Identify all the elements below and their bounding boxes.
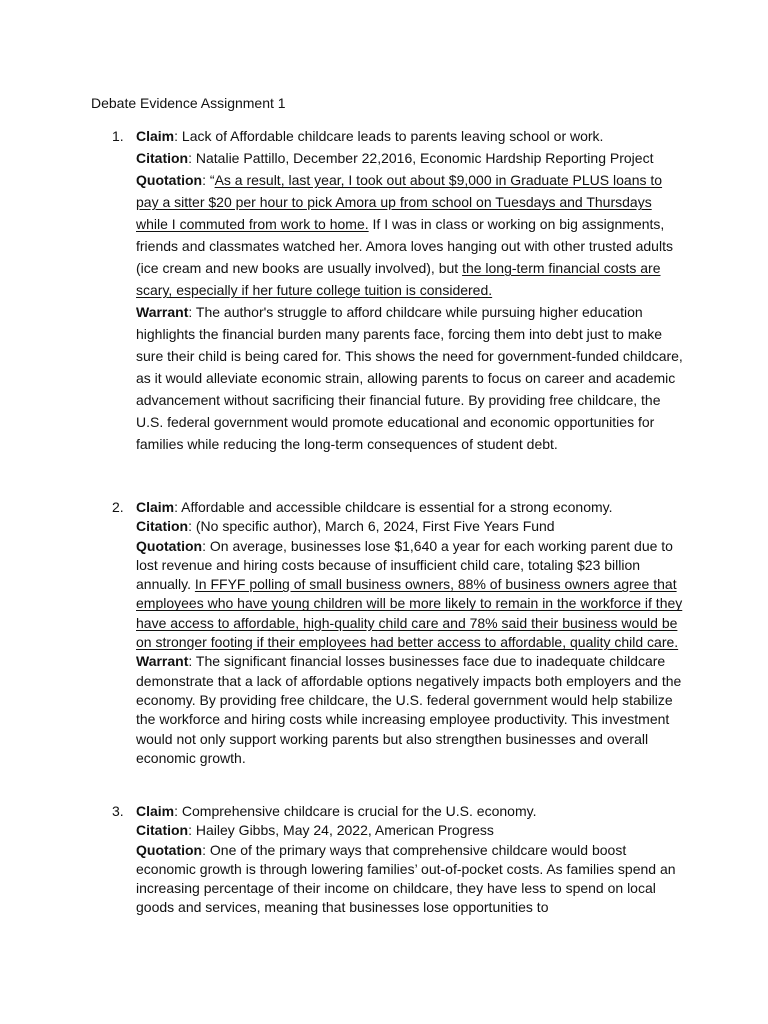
document-title: Debate Evidence Assignment 1 xyxy=(91,95,286,111)
warrant-text: : The significant financial losses businesses face due to inadequate childcare demonstrate that a lack of affordable options negatively impacts both employers and the economy. By providing free childcare, the U.S. federal government would help stabilize the workforce and hiring costs while increasing employee productivity. This investment would not only support working parents but also strengthen businesses and overall economic growth. xyxy=(136,653,682,766)
evidence-item-3 xyxy=(112,802,684,918)
quotation-text: One of the primary ways that comprehensive childcare would boost economic growth is through lowering families’ out-of-pocket costs. As families spend an increasing percentage of their income on childcare, they have less to spend on local goods and services, meaning that businesses lose opportunities to xyxy=(136,841,676,916)
quotation-underlined-text: In FFYF polling of small business owners, 88% of business owners agree that employees who have young children will be more likely to remain in the workforce if they have access to affordable, high-quality child care and 78% said their business would be on stronger footing if their employees had better access to affordable, quality child care. xyxy=(136,576,683,651)
quotation-underlined-text: the long-term financial costs are scary, especially if her future college tuition is considered. xyxy=(136,260,661,298)
quotation-label: Quotation xyxy=(136,172,203,188)
citation-label: Citation xyxy=(136,518,189,535)
item-number: 3. xyxy=(112,803,124,819)
quotation-prefix: : “ xyxy=(202,172,215,188)
quotation-line xyxy=(136,841,684,918)
citation-label: Citation xyxy=(136,150,189,166)
quotation-prefix: : xyxy=(202,841,210,858)
claim-text: : Affordable and accessible childcare is essential for a strong economy. xyxy=(174,499,613,515)
evidence-item-2 xyxy=(112,498,684,768)
citation-label: Citation xyxy=(136,822,189,839)
quotation-underlined-text: As a result, last year, I took out about $9,000 in Graduate PLUS loans to pay a sitter $20 per hour to pick Amora up from school on Tuesdays and Thursdays while I commuted from work to home. xyxy=(136,172,663,232)
claim-line xyxy=(136,802,684,821)
warrant-label: Warrant xyxy=(136,304,189,320)
warrant-label: Warrant xyxy=(136,653,189,670)
citation-line xyxy=(136,517,684,536)
claim-label: Claim xyxy=(136,803,175,819)
citation-text: : Natalie Pattillo, December 22,2016, Economic Hardship Reporting Project xyxy=(188,150,654,166)
item-number: 1. xyxy=(112,128,124,144)
warrant-text: : The author's struggle to afford childcare while pursuing higher education highlights the financial burden many parents face, forcing them into debt just to make sure their child is being cared for. This shows the need for government-funded childcare, as it would alleviate economic strain, allowing parents to focus on career and academic advancement without sacrificing their financial future. By providing free childcare, the U.S. federal government would promote educational and economic opportunities for families while reducing the long-term consequences of student debt. xyxy=(136,304,683,452)
claim-line xyxy=(136,125,684,147)
quotation-text: If I was in class or working on big assignments, friends and classmates watched her. Amora loves hanging out with other trusted adults (ice cream and new books are usually involved), but xyxy=(136,216,673,276)
citation-text: : (No specific author), March 6, 2024, First Five Years Fund xyxy=(188,518,555,535)
claim-text: : Lack of Affordable childcare leads to parents leaving school or work. xyxy=(174,128,604,144)
warrant-line xyxy=(136,301,684,455)
item-number: 2. xyxy=(112,499,124,515)
claim-line xyxy=(136,498,684,517)
quotation-text: On average, businesses lose $1,640 a year for each working parent due to lost revenue and hiring costs because of insufficient child care, totaling $23 billion annually. xyxy=(136,537,673,593)
evidence-item-1 xyxy=(112,125,684,455)
quotation-line xyxy=(136,537,684,653)
citation-line xyxy=(136,147,684,169)
claim-label: Claim xyxy=(136,499,175,515)
quotation-label: Quotation xyxy=(136,841,203,858)
claim-text: : Comprehensive childcare is crucial for the U.S. economy. xyxy=(174,803,537,819)
citation-line xyxy=(136,821,684,840)
citation-text: : Hailey Gibbs, May 24, 2022, American Progress xyxy=(188,822,494,839)
quotation-prefix: : xyxy=(202,537,210,554)
warrant-line xyxy=(136,652,684,768)
claim-label: Claim xyxy=(136,128,175,144)
quotation-label: Quotation xyxy=(136,537,203,554)
quotation-line xyxy=(136,169,684,301)
